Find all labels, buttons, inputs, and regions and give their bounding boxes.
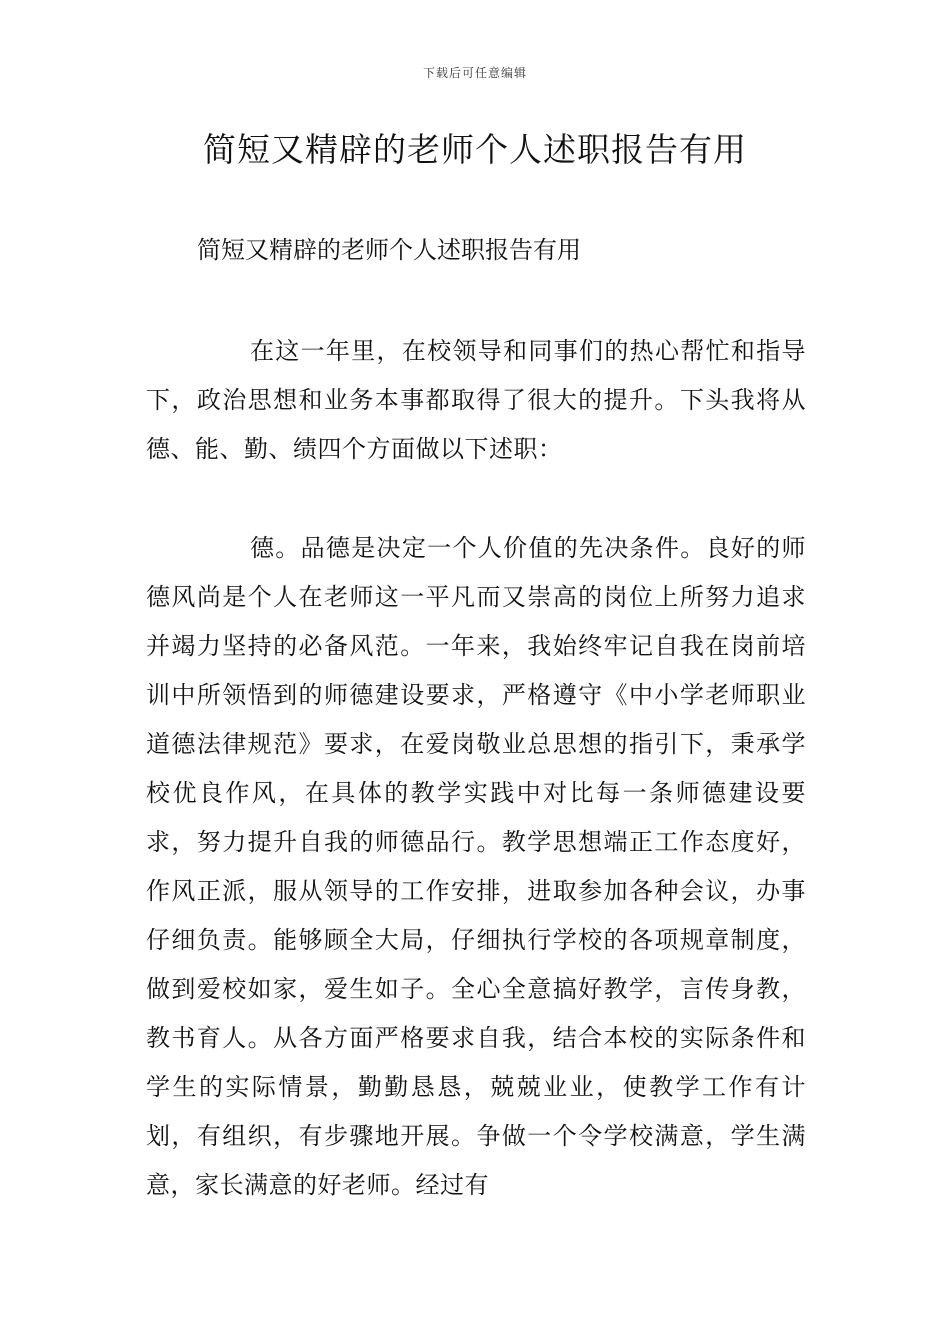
document-subtitle: 简短又精辟的老师个人述职报告有用 bbox=[197, 236, 581, 264]
document-title: 简短又精辟的老师个人述职报告有用 bbox=[203, 130, 747, 169]
header-note: 下载后可任意编辑 bbox=[422, 66, 527, 80]
paragraph-virtue: 德。品德是决定一个人价值的先决条件。良好的师德风尚是个人在老师这一平凡而又崇高的岗位上所努力追求并竭力坚持的必备风范。一年来，我始终牢记自我在岗前培训中所领悟到的师德建设要求，严格遵守《中小学老师职业道德法律规范》要求，在爱岗敬业总思想的指引下，秉承学校优良作风，在具体的教学实践中对比每一条师德建设要求，努力提升自我的师德品行。教学思想端正工作态度好，作风正派，服从领导的工作安排，进取参加各种会议，办事仔细负责。能够顾全大局，仔细执行学校的各项规章制度，做到爱校如家，爱生如子。全心全意搞好教学，言传身教，教书育人。从各方面严格要求自我，结合本校的实际条件和学生的实际情景，勤勤恳恳，兢兢业业，使教学工作有计划，有组织，有步骤地开展。争做一个令学校满意，学生满意，家长满意的好老师。经过有 bbox=[146, 534, 806, 1199]
paragraph-intro: 在这一年里，在校领导和同事们的热心帮忙和指导下，政治思想和业务本事都取得了很大的提升。下头我将从德、能、勤、绩四个方面做以下述职： bbox=[146, 337, 806, 463]
